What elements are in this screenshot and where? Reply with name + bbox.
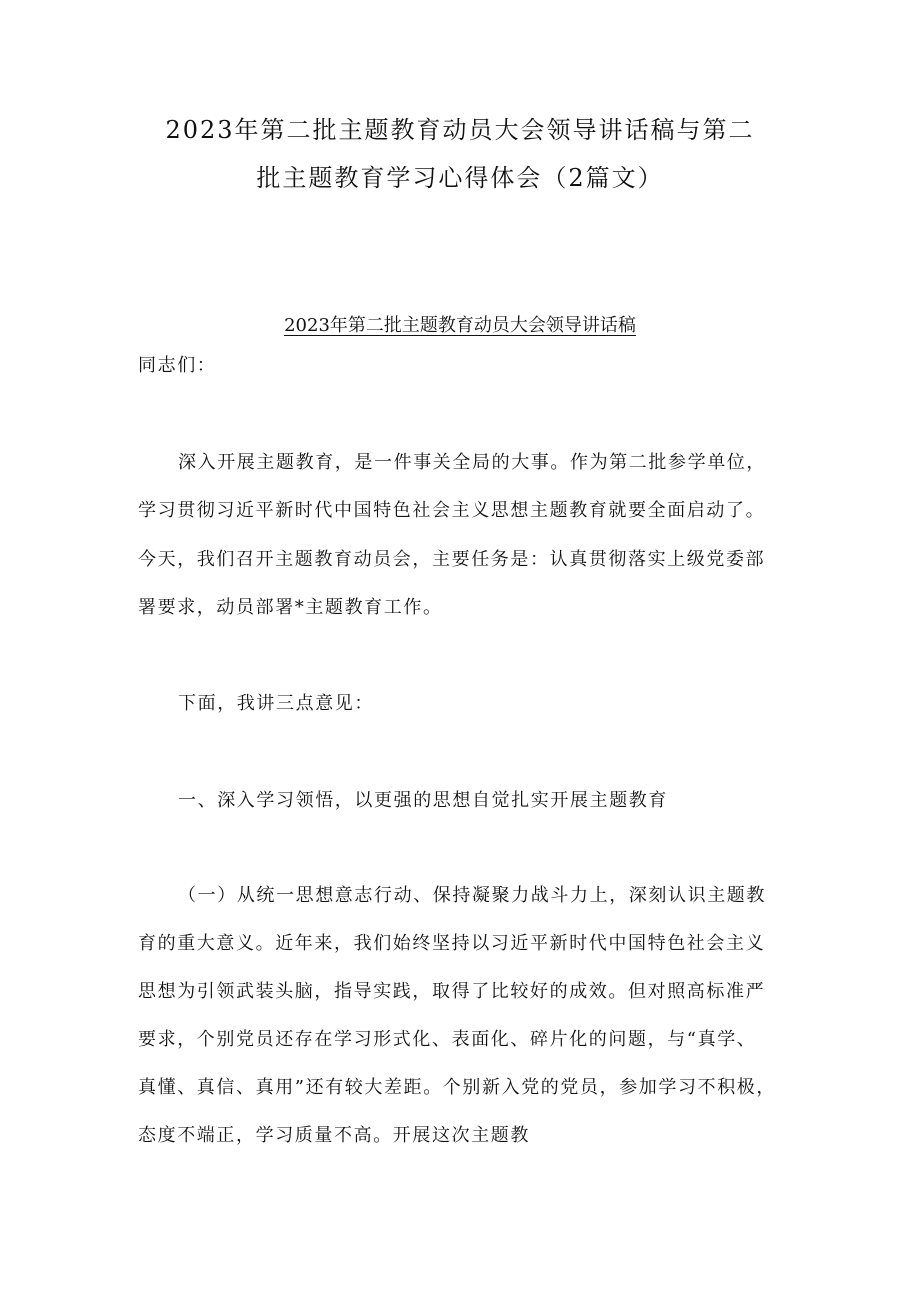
paragraph-3-line-5: 真懂、真信、真用”还有较大差距。个别新入党的党员，参加学习不积极， [138, 1077, 776, 1098]
heading-1: 一、深入学习领悟，以更强的思想自觉扎实开展主题教育 [178, 790, 668, 811]
salutation: 同志们： [138, 355, 217, 376]
paragraph-2: 下面，我讲三点意见： [178, 693, 374, 714]
section-title: 2023年第二批主题教育动员大会领导讲话稿 [284, 315, 636, 336]
paragraph-1-line-3: 今天，我们召开主题教育动员会，主要任务是：认真贯彻落实上级党委部 [138, 549, 766, 570]
paragraph-3-line-1: （一）从统一思想意志行动、保持凝聚力战斗力上，深刻认识主题教 [178, 885, 766, 906]
paragraph-1-line-1: 深入开展主题教育，是一件事关全局的大事。作为第二批参学单位， [178, 452, 766, 473]
paragraph-1-line-2: 学习贯彻习近平新时代中国特色社会主义思想主题教育就要全面启动了。 [138, 500, 766, 521]
paragraph-3-line-4: 要求，个别党员还存在学习形式化、表面化、碎片化的问题，与“真学、 [138, 1029, 757, 1050]
paragraph-3-line-2: 育的重大意义。近年来，我们始终坚持以习近平新时代中国特色社会主义 [138, 933, 766, 954]
document-title-line-2: 批主题教育学习心得体会（2篇文） [256, 164, 664, 192]
document-title-line-1: 2023年第二批主题教育动员大会领导讲话稿与第二 [165, 116, 755, 144]
paragraph-3-line-6: 态度不端正，学习质量不高。开展这次主题教 [138, 1125, 530, 1146]
paragraph-3-line-3: 思想为引领武装头脑，指导实践，取得了比较好的成效。但对照高标准严 [138, 981, 766, 1002]
paragraph-1-line-4: 署要求，动员部署*主题教育工作。 [138, 597, 443, 618]
